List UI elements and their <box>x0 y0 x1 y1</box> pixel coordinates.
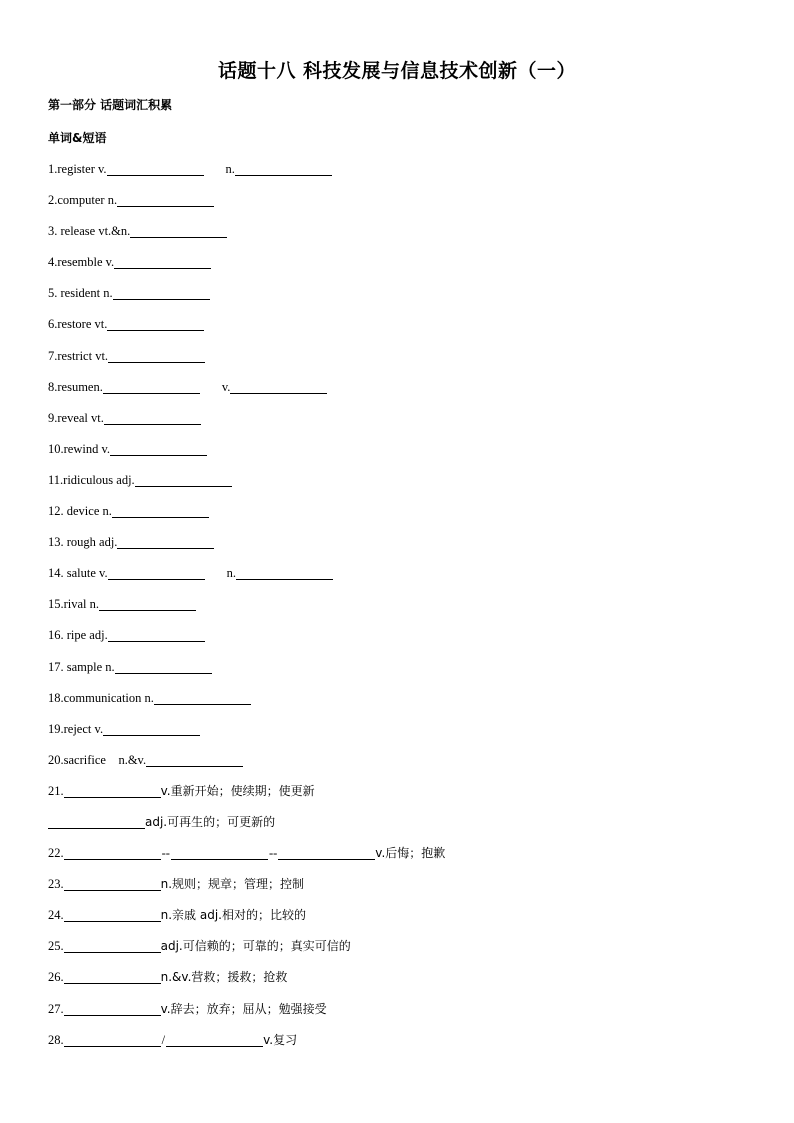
item-separator: -- <box>161 846 170 861</box>
item-label: 1.register v. <box>48 162 107 176</box>
list-item <box>48 843 754 874</box>
answer-blank[interactable] <box>103 377 200 394</box>
answer-blank[interactable] <box>171 843 268 860</box>
answer-blank[interactable] <box>236 563 333 580</box>
answer-blank[interactable] <box>108 625 205 642</box>
answer-blank[interactable] <box>64 1030 161 1047</box>
answer-blank[interactable] <box>107 159 204 176</box>
item-number: 24. <box>48 908 64 923</box>
item-meaning: v.辞去；放弃；屈从；勉强接受 <box>160 1001 327 1016</box>
item-number: 26. <box>48 970 64 985</box>
answer-blank[interactable] <box>146 750 243 767</box>
item-number: 21. <box>48 783 64 798</box>
answer-blank[interactable] <box>64 999 161 1016</box>
list-item <box>48 470 754 501</box>
list-item <box>48 967 754 998</box>
answer-blank[interactable] <box>64 936 161 953</box>
item-label: 10.rewind v. <box>48 441 111 456</box>
item-meaning: adj.可再生的；可更新的 <box>145 814 276 829</box>
item-label: 5. resident n. <box>48 286 113 301</box>
list-item <box>48 283 754 314</box>
item-label: 16. ripe adj. <box>48 628 108 643</box>
list-item <box>48 501 754 532</box>
item-number: 28. <box>48 1032 64 1047</box>
answer-blank[interactable] <box>64 967 161 984</box>
item-second-label: n. <box>225 162 235 176</box>
answer-blank[interactable] <box>103 719 200 736</box>
list-item <box>48 221 754 252</box>
item-label: 18.communication n. <box>48 690 154 705</box>
list-item <box>48 190 754 221</box>
item-number: 22. <box>48 846 64 861</box>
answer-blank[interactable] <box>114 252 211 269</box>
item-meaning: v.重新开始；使续期；使更新 <box>160 783 315 798</box>
item-label: 20.sacrifice n.&v. <box>48 752 147 767</box>
item-label: 3. release vt.&n. <box>48 224 131 239</box>
answer-blank[interactable] <box>104 408 201 425</box>
item-label: 4.resemble v. <box>48 255 115 270</box>
list-item <box>48 563 754 594</box>
item-label: 7.restrict vt. <box>48 348 109 363</box>
answer-blank[interactable] <box>115 657 212 674</box>
list-item <box>48 439 754 470</box>
item-label: 2.computer n. <box>48 193 118 208</box>
item-separator: / <box>161 1032 166 1047</box>
item-label: 6.restore vt. <box>48 317 108 332</box>
answer-blank[interactable] <box>64 843 161 860</box>
answer-blank[interactable] <box>99 594 196 611</box>
list-item <box>48 625 754 656</box>
item-separator: -- <box>268 846 278 861</box>
list-item <box>48 346 754 377</box>
subsection-heading: 单词&短语 <box>48 131 107 145</box>
list-item <box>48 719 754 750</box>
item-label: 15.rival n. <box>48 597 100 612</box>
item-label: 17. sample n. <box>48 659 115 674</box>
answer-blank[interactable] <box>48 812 145 829</box>
list-item <box>48 999 754 1030</box>
answer-blank[interactable] <box>112 501 209 518</box>
section-heading: 第一部分 话题词汇积累 <box>48 98 173 112</box>
answer-blank[interactable] <box>166 1030 263 1047</box>
list-item <box>48 1030 754 1061</box>
item-second-label: v. <box>221 379 231 394</box>
item-meaning: v.复习 <box>263 1032 298 1047</box>
item-meaning: n.&v.营救；援救；抢救 <box>160 970 288 985</box>
answer-blank[interactable] <box>64 905 161 922</box>
answer-blank[interactable] <box>113 283 210 300</box>
answer-blank[interactable] <box>108 346 205 363</box>
list-item <box>48 688 754 719</box>
item-meaning: n.规则；规章；管理；控制 <box>160 877 305 892</box>
list-item <box>48 657 754 688</box>
item-label: 12. device n. <box>48 504 112 519</box>
item-label: 19.reject v. <box>48 721 104 736</box>
answer-blank[interactable] <box>117 190 214 207</box>
list-item <box>48 594 754 625</box>
list-item <box>48 905 754 936</box>
answer-blank[interactable] <box>130 221 227 238</box>
answer-blank[interactable] <box>154 688 251 705</box>
item-label: 8.resumen. <box>48 379 103 394</box>
answer-blank[interactable] <box>117 532 214 549</box>
answer-blank[interactable] <box>135 470 232 487</box>
answer-blank[interactable] <box>108 563 205 580</box>
list-item <box>48 314 754 345</box>
list-item <box>48 532 754 563</box>
answer-blank[interactable] <box>235 159 332 176</box>
item-label: 14. salute v. <box>48 566 108 581</box>
list-item <box>48 936 754 967</box>
vocabulary-list <box>48 159 754 1061</box>
answer-blank[interactable] <box>64 874 161 891</box>
item-number: 23. <box>48 877 64 892</box>
answer-blank[interactable] <box>230 377 327 394</box>
item-meaning: v.后悔；抱歉 <box>375 846 446 861</box>
item-number: 25. <box>48 939 64 954</box>
answer-blank[interactable] <box>64 781 161 798</box>
item-label: 9.reveal vt. <box>48 410 104 425</box>
list-item <box>48 812 754 843</box>
item-number: 27. <box>48 1001 64 1016</box>
item-meaning: n.亲戚 adj.相对的；比较的 <box>160 908 306 923</box>
item-meaning: adj.可信赖的；可靠的；真实可信的 <box>160 939 351 954</box>
list-item <box>48 781 754 812</box>
item-label: 11.ridiculous adj. <box>48 472 135 487</box>
item-label: 13. rough adj. <box>48 535 118 550</box>
list-item <box>48 408 754 439</box>
list-item <box>48 159 754 190</box>
list-item <box>48 874 754 905</box>
answer-blank[interactable] <box>107 314 204 331</box>
page-title: 话题十八 科技发展与信息技术创新（一） <box>217 60 577 82</box>
list-item <box>48 750 754 781</box>
item-second-label: n. <box>226 566 236 581</box>
list-item <box>48 252 754 283</box>
answer-blank[interactable] <box>278 843 375 860</box>
list-item <box>48 377 754 408</box>
answer-blank[interactable] <box>110 439 207 456</box>
